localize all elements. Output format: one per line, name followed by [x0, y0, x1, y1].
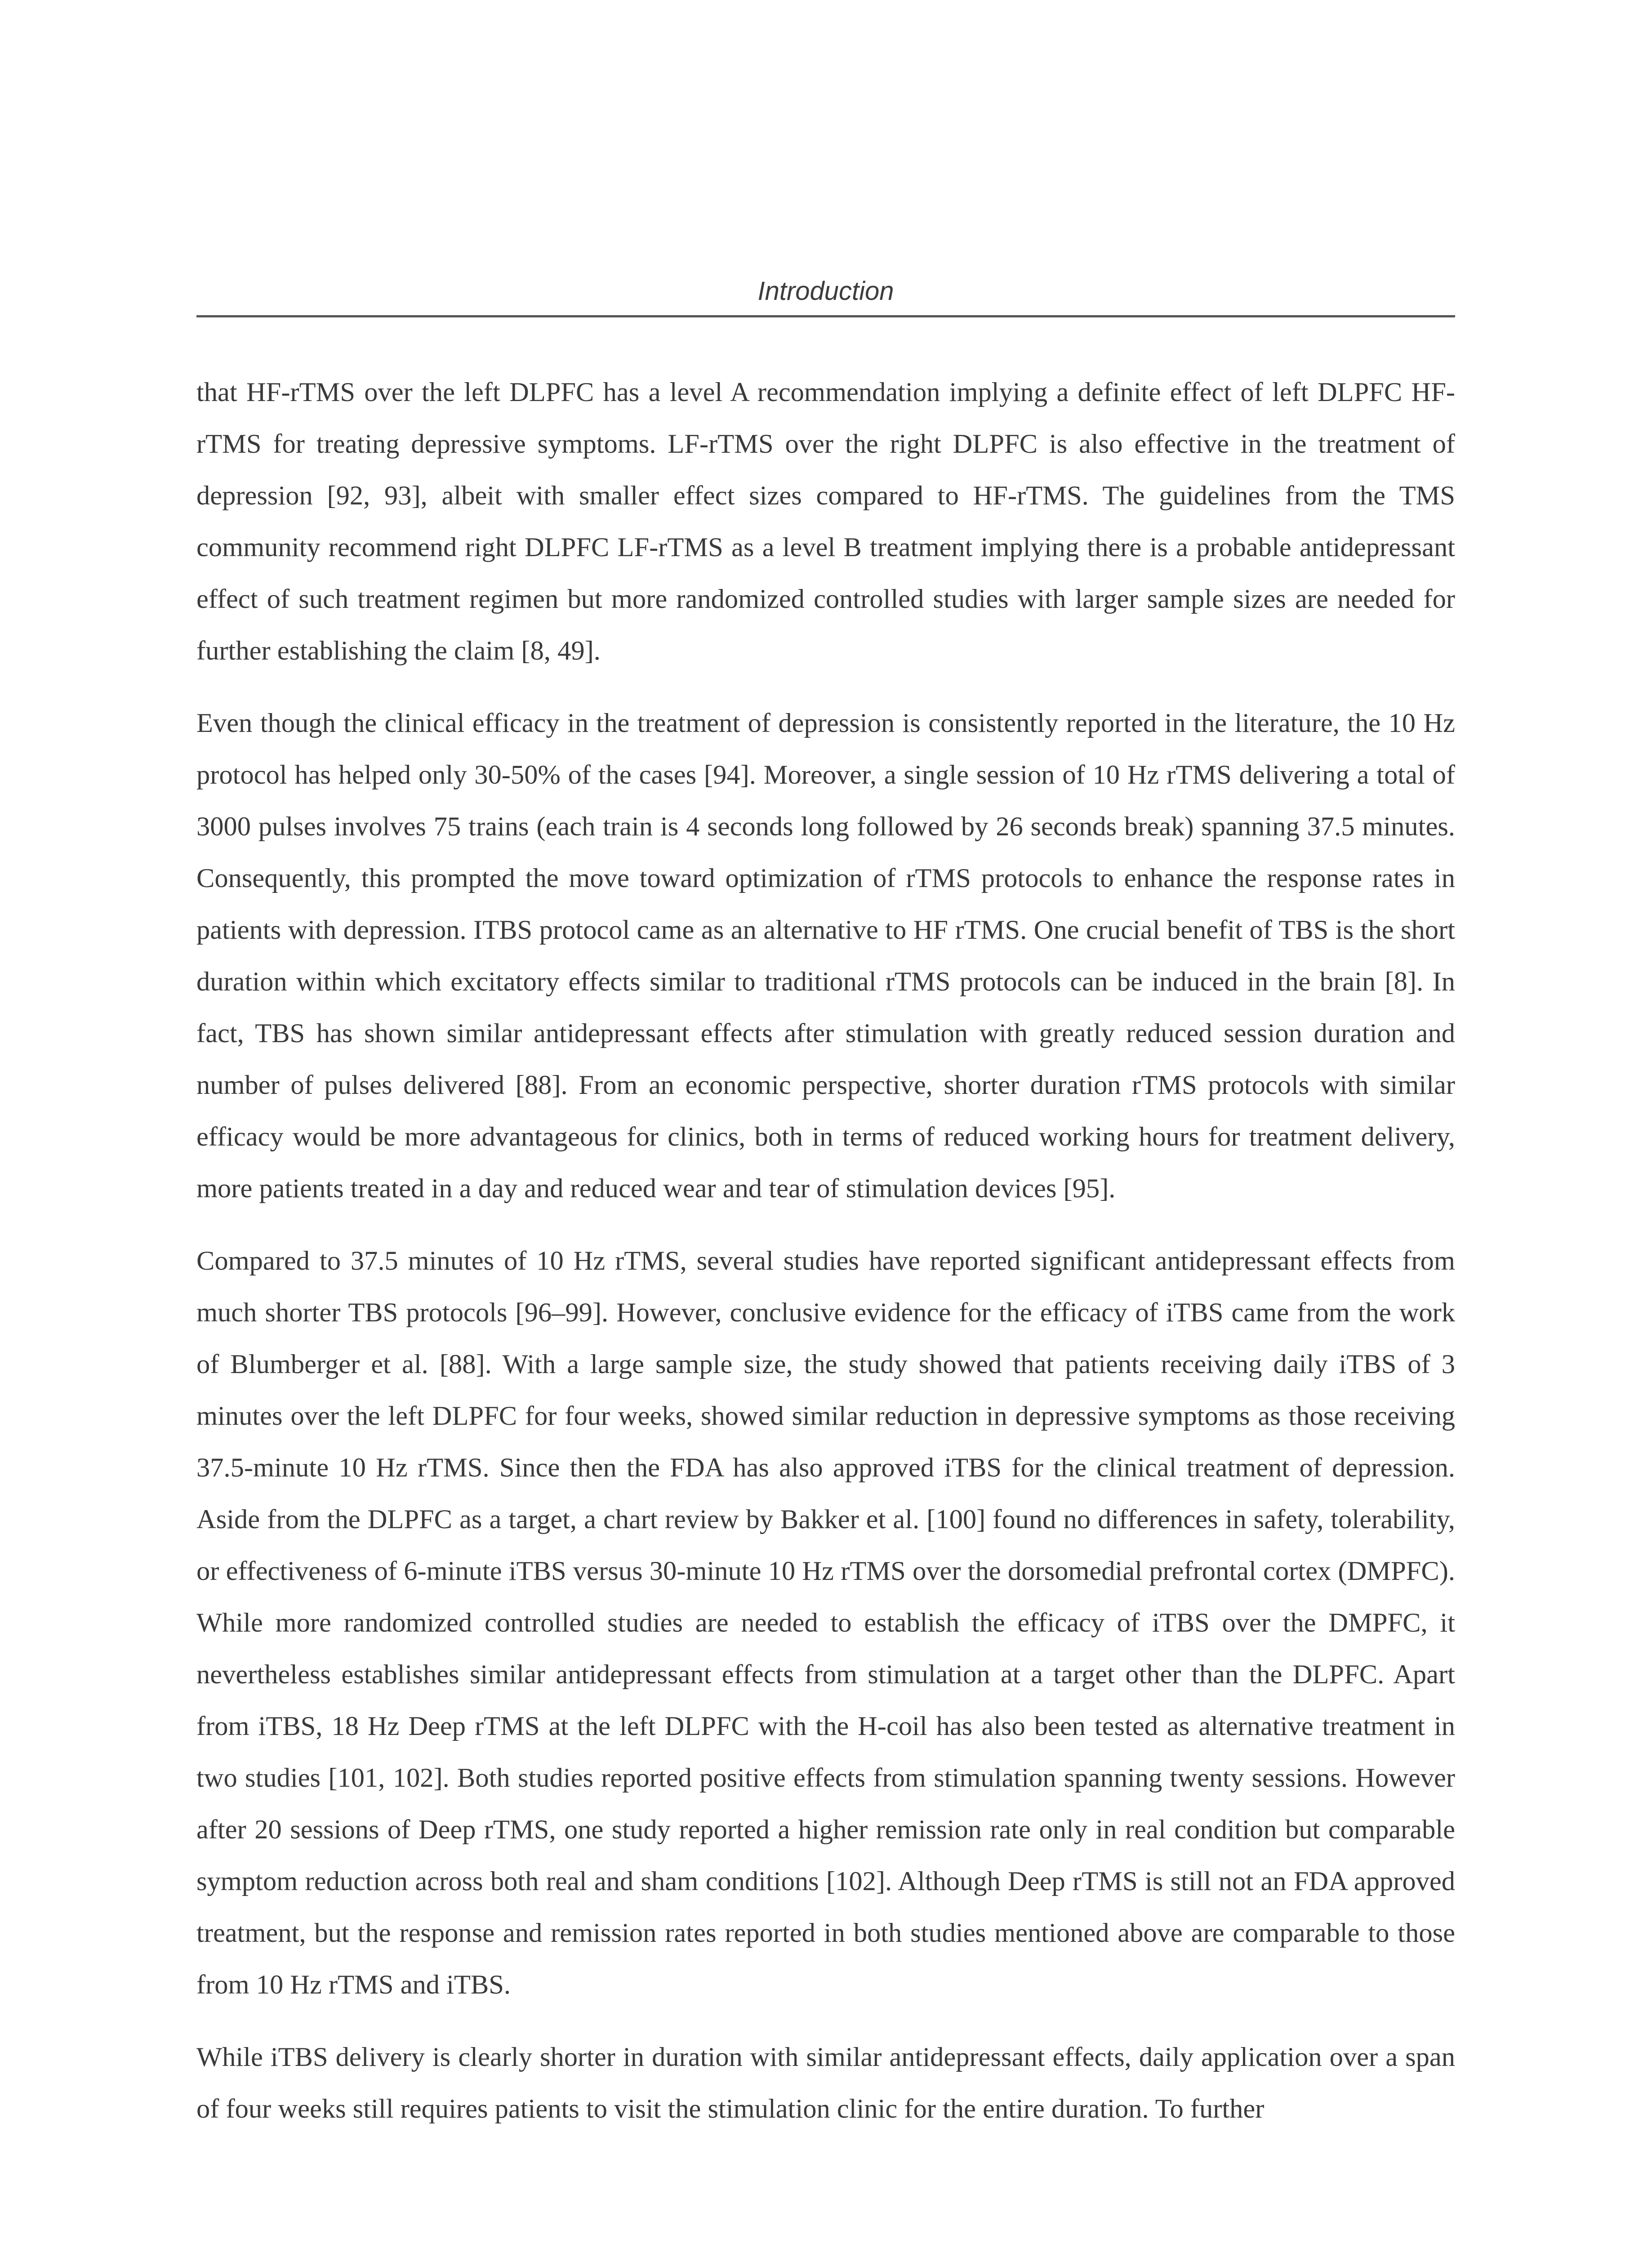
body-text — [196, 366, 1455, 2135]
paragraph-4: While iTBS delivery is clearly shorter in duration with similar antidepressant effects, daily application over a span of four weeks still requires patients to visit the stimulation clinic for the entire duration. To further — [196, 2042, 1455, 2124]
header-divider — [196, 315, 1455, 317]
running-header: Introduction — [757, 277, 894, 306]
paragraph-3: Compared to 37.5 minutes of 10 Hz rTMS, several studies have reported significant antidepressant effects from much shorter TBS protocols [96–99]. However, conclusive evidence for the efficacy of iTBS came from the work of Blumberger et al. [88]. With a large sample size, the study showed that patients receiving daily iTBS of 3 minutes over the left DLPFC for four weeks, showed similar reduction in depressive symptoms as those receiving 37.5-minute 10 Hz rTMS. Since then the FDA has also approved iTBS for the clinical treatment of depression. Aside from the DLPFC as a target, a chart review by Bakker et al. [100] found no differences in safety, tolerability, or effectiveness of 6-minute iTBS versus 30-minute 10 Hz rTMS over the dorsomedial prefrontal cortex (DMPFC). While more randomized controlled studies are needed to establish the efficacy of iTBS over the DMPFC, it nevertheless establishes similar antidepressant effects from stimulation at a target other than the DLPFC. Apart from iTBS, 18 Hz Deep rTMS at the left DLPFC with the H-coil has also been tested as alternative treatment in two studies [101, 102]. Both studies reported positive effects from stimulation spanning twenty sessions. However after 20 sessions of Deep rTMS, one study reported a higher remission rate only in real condition but comparable symptom reduction across both real and sham conditions [102]. Although Deep rTMS is still not an FDA approved treatment, but the response and remission rates reported in both studies mentioned above are comparable to those from 10 Hz rTMS and iTBS. — [196, 1246, 1455, 2000]
paragraph-1: that HF-rTMS over the left DLPFC has a level A recommendation implying a definite effect of left DLPFC HF-rTMS for treating depressive symptoms. LF-rTMS over the right DLPFC is also effective in the treatment of depression [92, 93], albeit with smaller effect sizes compared to HF-rTMS. The guidelines from the TMS community recommend right DLPFC LF-rTMS as a level B treatment implying there is a probable antidepressant effect of such treatment regimen but more randomized controlled studies with larger sample sizes are needed for further establishing the claim [8, 49]. — [196, 377, 1455, 666]
paragraph-2: Even though the clinical efficacy in the treatment of depression is consistently reported in the literature, the 10 Hz protocol has helped only 30-50% of the cases [94]. Moreover, a single session of 10 Hz rTMS delivering a total of 3000 pulses involves 75 trains (each train is 4 seconds long followed by 26 seconds break) spanning 37.5 minutes. Consequently, this prompted the move toward optimization of rTMS protocols to enhance the response rates in patients with depression. ITBS protocol came as an alternative to HF rTMS. One crucial benefit of TBS is the short duration within which excitatory effects similar to traditional rTMS protocols can be induced in the brain [8]. In fact, TBS has shown similar antidepressant effects after stimulation with greatly reduced session duration and number of pulses delivered [88]. From an economic perspective, shorter duration rTMS protocols with similar efficacy would be more advantageous for clinics, both in terms of reduced working hours for treatment delivery, more patients treated in a day and reduced wear and tear of stimulation devices [95]. — [196, 708, 1455, 1204]
